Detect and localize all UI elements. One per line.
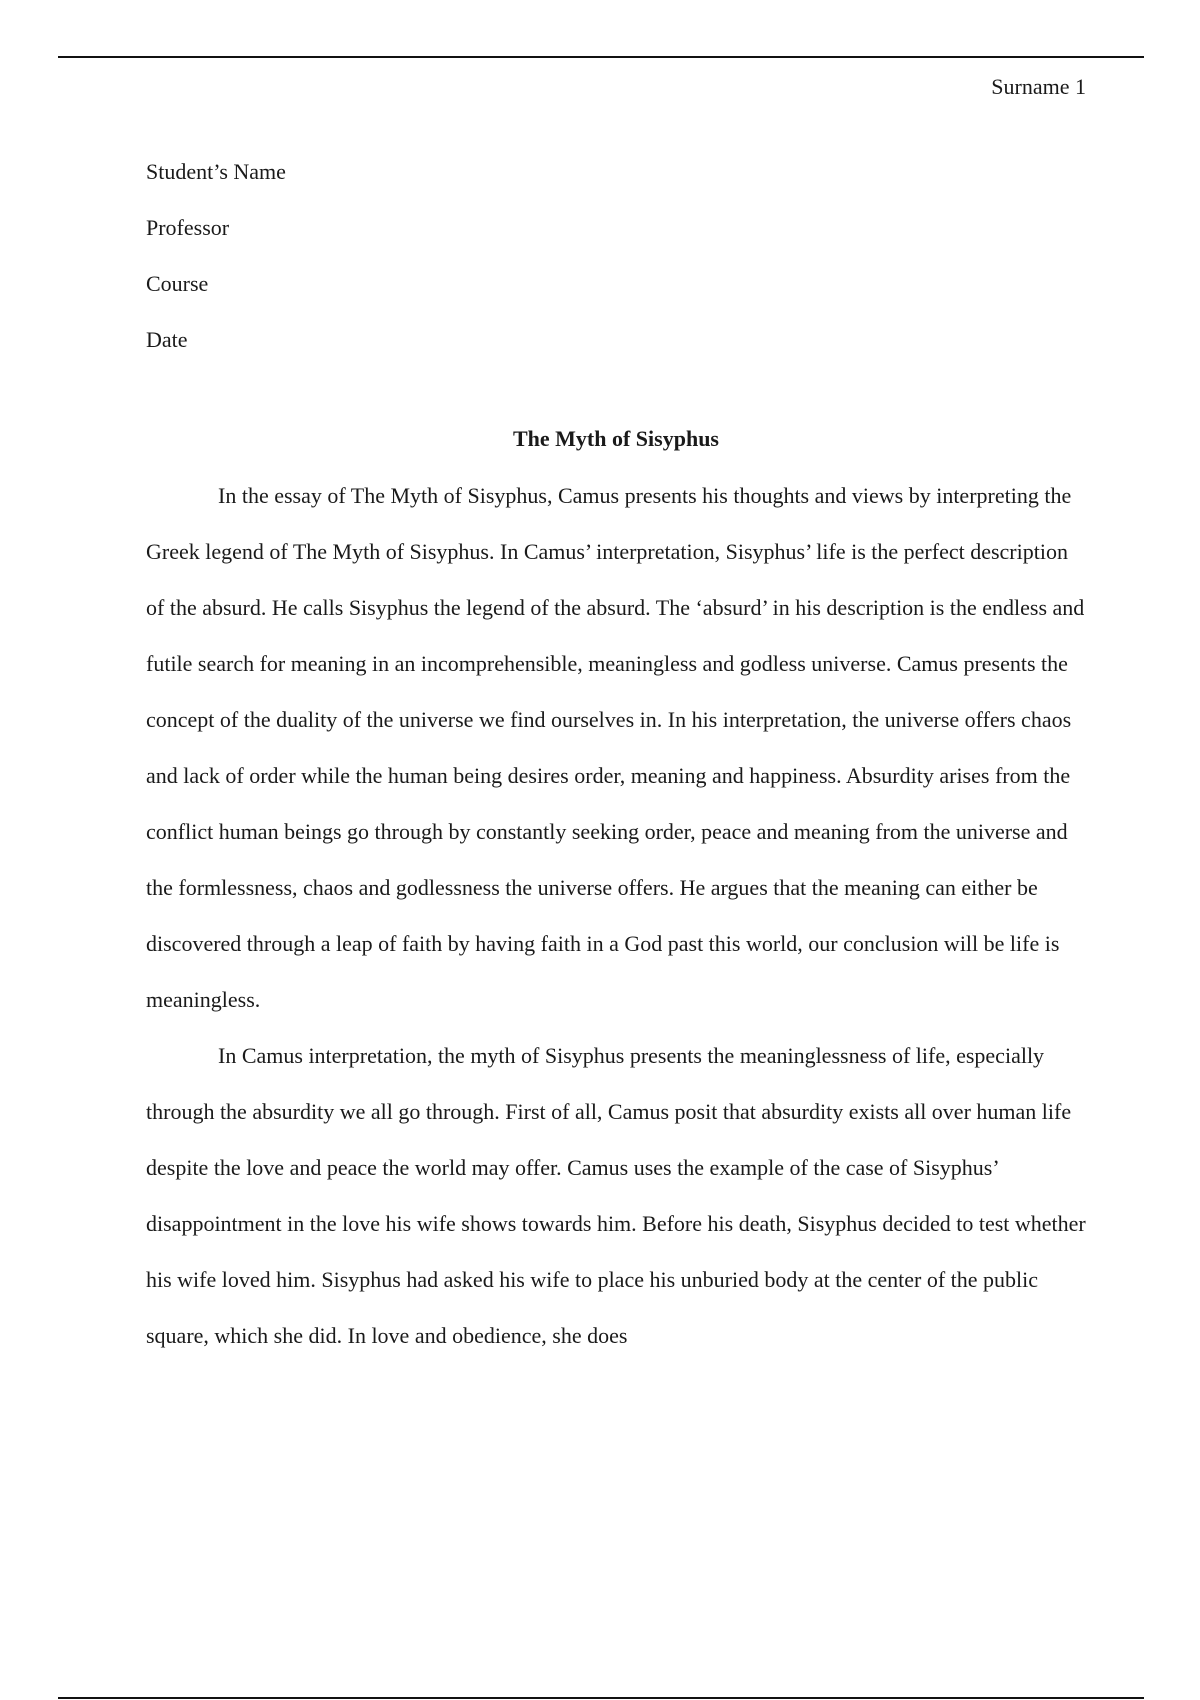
professor-name: Professor [146, 215, 230, 240]
top-rule [58, 56, 1144, 58]
bottom-rule [58, 1697, 1144, 1699]
date: Date [146, 327, 188, 352]
paragraph-2: In Camus interpretation, the myth of Sisyphus presents the meaninglessness of life, especially through the absurdity we all go through. First of all, Camus posit that absurdity exists all over human life despite the love and peace the world may offer. Camus uses the example of the case of Sisyphus’ disappointment in the love his wife shows towards him. Before his death, Sisyphus decided to test whether his wife loved him. Sisyphus had asked his wife to place his unburied body at the center of the public square, which she did. In love and obedience, she does [146, 1043, 1086, 1348]
essay-body [146, 468, 1086, 1364]
student-name: Student’s Name [146, 159, 286, 184]
course-name: Course [146, 271, 209, 296]
paragraph-1: In the essay of The Myth of Sisyphus, Camus presents his thoughts and views by interpreting the Greek legend of The Myth of Sisyphus. In Camus’ interpretation, Sisyphus’ life is the perfect description of the absurd. He calls Sisyphus the legend of the absurd. The ‘absurd’ in his description is the endless and futile search for meaning in an incomprehensible, meaningless and godless universe. Camus presents the concept of the duality of the universe we find ourselves in. In his interpretation, the universe offers chaos and lack of order while the human being desires order, meaning and happiness. Absurdity arises from the conflict human beings go through by constantly seeking order, peace and meaning from the universe and the formlessness, chaos and godlessness the universe offers. He argues that the meaning can either be discovered through a leap of faith by having faith in a God past this world, our conclusion will be life is meaningless. [146, 483, 1085, 1012]
running-head: Surname 1 [991, 74, 1086, 99]
mla-heading [146, 144, 1086, 368]
essay-title: The Myth of Sisyphus [512, 426, 719, 451]
